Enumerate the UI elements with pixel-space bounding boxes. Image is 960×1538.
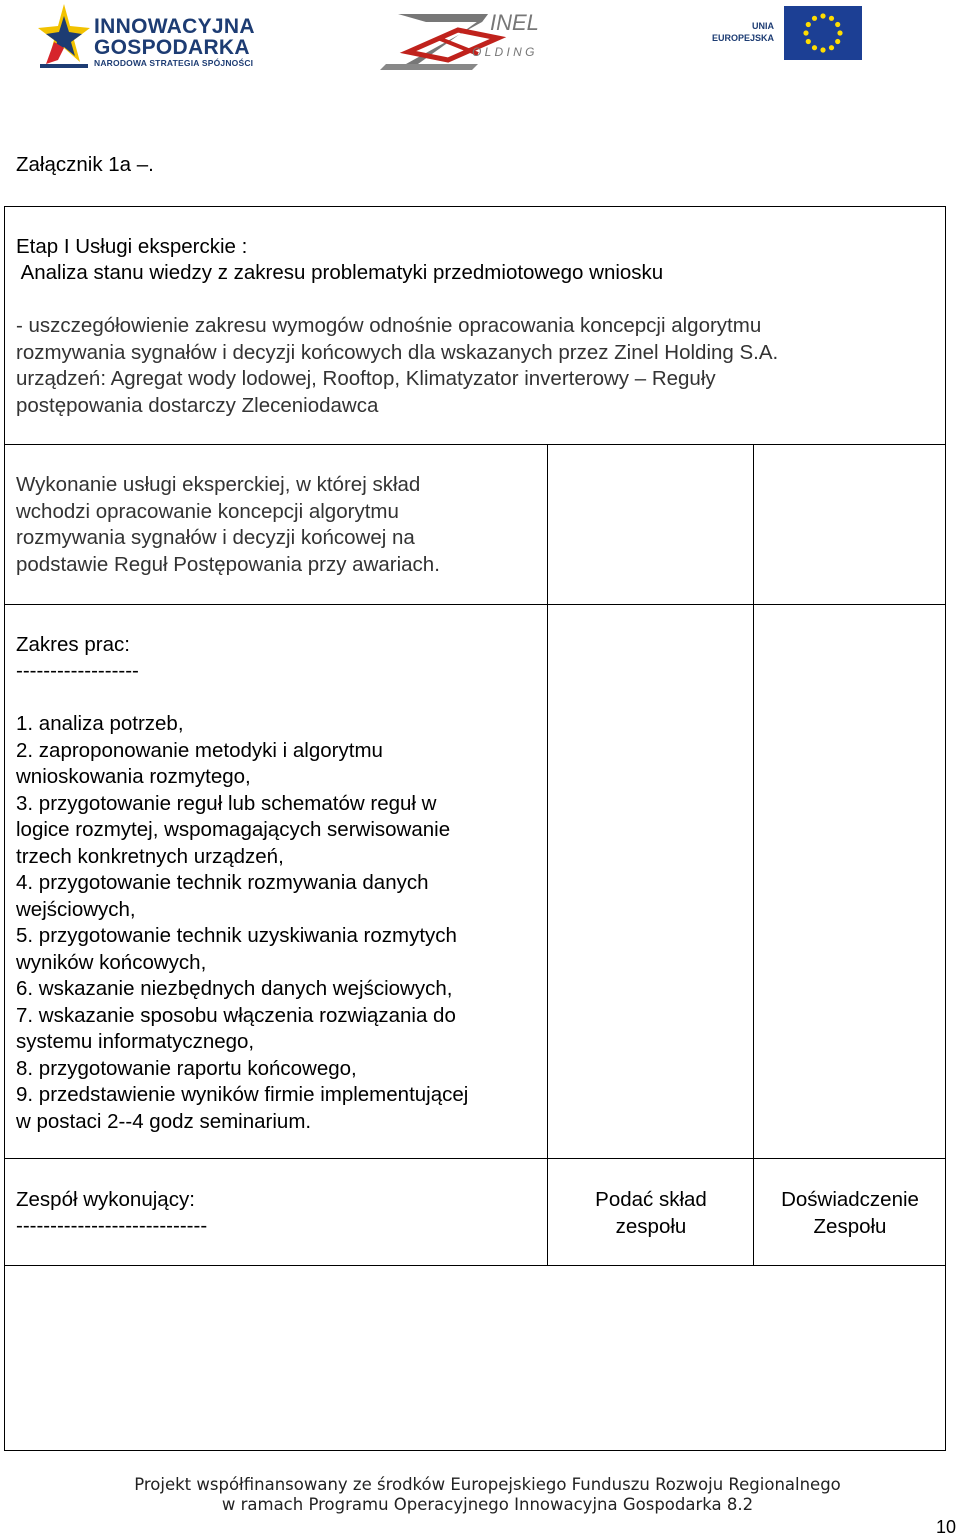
scope-list-item: 3. przygotowanie reguł lub schematów reguł w	[16, 791, 437, 815]
eu-logo	[712, 6, 862, 62]
section2-line: wchodzi opracowanie koncepcji algorytmu	[16, 499, 399, 523]
scope-list-item: wyników końcowych,	[16, 950, 207, 974]
section1-body	[16, 313, 778, 419]
section1-line: - uszczegółowienie zakresu wymogów odnośnie opracowania koncepcji algorytmu	[16, 314, 762, 337]
scope-list-item: logice rozmytej, wspomagających serwisowanie	[16, 818, 451, 841]
scope-list-item: 8. przygotowanie raportu końcowego,	[16, 1056, 357, 1080]
ig-line1: INNOWACYJNA	[94, 15, 255, 38]
eu-flag-icon	[784, 6, 862, 60]
eu-line1: UNIA	[752, 21, 774, 31]
zinel-holding-logo	[378, 8, 578, 72]
eu-line2: EUROPEJSKA	[712, 33, 775, 43]
eu-text	[712, 20, 774, 44]
page-number: 10	[936, 1517, 957, 1537]
section2-line: rozmywania sygnałów i decyzji końcowej na	[16, 526, 415, 549]
section1-heading: Etap I Usługi eksperckie :	[16, 235, 248, 258]
zinel-bottom-text: O L D I N G	[472, 45, 535, 59]
row-divider-2	[5, 604, 945, 605]
footer-line2: w ramach Programu Operacyjnego Innowacyjna Gospodarka 8.2	[221, 1495, 754, 1514]
row-divider-1	[5, 444, 945, 445]
section1-line: urządzeń: Agregat wody lodowej, Rooftop, Klimatyzator inverterowy – Reguły	[16, 367, 716, 390]
team-experience-line2: Zespołu	[813, 1214, 887, 1238]
scope-list-item: systemu informatycznego,	[16, 1030, 255, 1053]
document-title: Załącznik 1a –.	[16, 153, 154, 176]
col-divider-1	[547, 444, 548, 1265]
section4-underline: ----------------------------	[16, 1214, 208, 1237]
eu-star-icon	[806, 22, 811, 27]
scope-list-item: w postaci 2--4 godz seminarium.	[16, 1109, 312, 1133]
team-composition-line2: zespołu	[615, 1214, 687, 1238]
section3-heading: Zakres prac:	[16, 633, 130, 656]
section3-underline: ------------------	[16, 659, 139, 682]
row-divider-4	[5, 1265, 945, 1266]
section1-line: postępowania dostarczy Zleceniodawca	[16, 393, 379, 417]
section4-heading: Zespół wykonujący:	[16, 1188, 195, 1211]
ig-logo-text	[94, 16, 255, 58]
row-divider-3	[5, 1158, 945, 1159]
eu-star-icon	[803, 30, 808, 35]
scope-list-item: 7. wskazanie sposobu włączenia rozwiązania do	[16, 1003, 456, 1027]
star-emblem-icon	[36, 2, 92, 70]
scope-list-item: 5. przygotowanie technik uzyskiwania rozmytych	[16, 924, 457, 947]
section1-line: rozmywania sygnałów i decyzji końcowych dla wskazanych przez Zinel Holding S.A.	[16, 340, 779, 364]
eu-star-icon	[806, 39, 811, 44]
scope-list-item: 9. przedstawienie wyników firmie implementującej	[16, 1083, 469, 1106]
ig-line2: GOSPODARKA	[94, 36, 250, 59]
scope-list-item: wejściowych,	[16, 897, 136, 921]
section2-line: Wykonanie usługi eksperckiej, w której skład	[16, 473, 421, 496]
zinel-top-text: INEL	[490, 10, 539, 35]
col-divider-2	[753, 444, 754, 1265]
eu-star-icon	[812, 16, 817, 21]
scope-list-item: 1. analiza potrzeb,	[16, 712, 184, 735]
eu-star-icon	[837, 30, 842, 35]
innowacyjna-gospodarka-logo	[36, 2, 255, 72]
team-experience-line1: Doświadczenie	[781, 1188, 919, 1211]
team-experience-header	[752, 1187, 948, 1240]
section1-subheading: Analiza stanu wiedzy z zakresu problematyki przedmiotowego wniosku	[16, 261, 664, 284]
eu-star-icon	[820, 13, 825, 18]
eu-star-icon	[829, 16, 834, 21]
section2-line: podstawie Reguł Postępowania przy awariach.	[16, 552, 440, 576]
scope-list-item: 4. przygotowanie technik rozmywania danych	[16, 871, 429, 894]
eu-star-icon	[820, 47, 825, 52]
scope-list-item: 6. wskazanie niezbędnych danych wejściowych,	[16, 977, 453, 1000]
section2-body	[16, 472, 440, 578]
scope-list-item: 2. zaproponowanie metodyki i algorytmu	[16, 738, 383, 762]
eu-star-icon	[829, 45, 834, 50]
eu-star-icon	[835, 22, 840, 27]
scope-list-item: trzech konkretnych urządzeń,	[16, 844, 284, 868]
section3-list	[16, 711, 468, 1135]
team-composition-line1: Podać skład	[595, 1188, 707, 1211]
scope-list-item: wnioskowania rozmytego,	[16, 765, 251, 788]
team-composition-header	[548, 1187, 754, 1240]
ig-subtitle: NARODOWA STRATEGIA SPÓJNOŚCI	[94, 58, 254, 68]
eu-star-icon	[835, 39, 840, 44]
zinel-mark-icon	[378, 8, 578, 72]
footer-line1: Projekt współfinansowany ze środków Europejskiego Funduszu Rozwoju Regionalnego	[134, 1475, 841, 1494]
eu-star-icon	[812, 45, 817, 50]
